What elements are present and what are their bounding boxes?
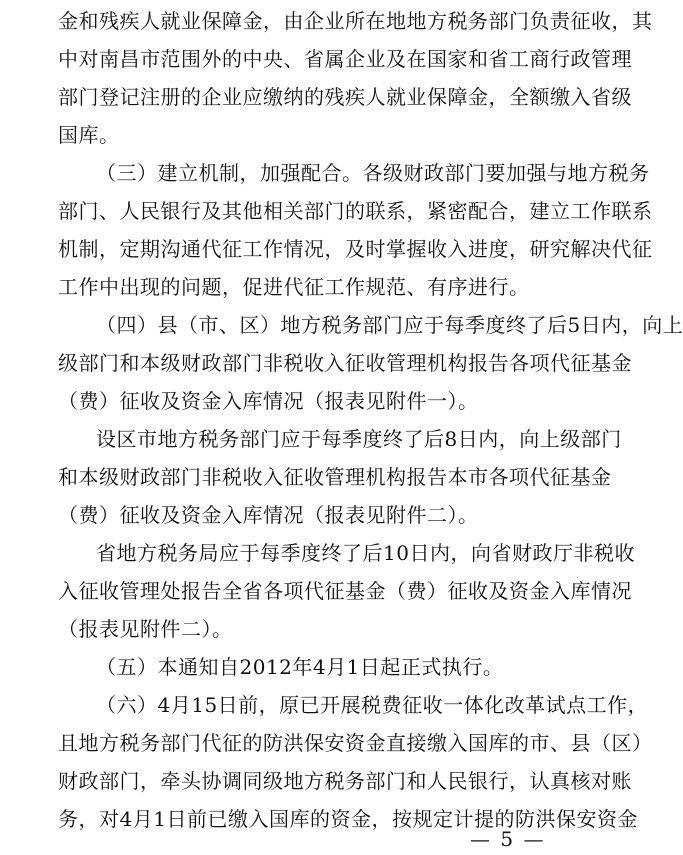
section-six-line-4: 务，对4月1日前已缴入国库的资金，按规定计提的防洪保安资金 (58, 807, 638, 831)
section-three-line-4: 工作中出现的问题，促进代征工作规范、有序进行。 (58, 275, 530, 299)
province-report-line-2: 入征收管理处报告全省各项代征基金（费）征收及资金入库情况 (58, 579, 632, 603)
text-line-3: 部门登记注册的企业应缴纳的残疾人就业保障金，全额缴入省级 (58, 85, 632, 109)
province-report-line-3: （报表见附件二）。 (58, 617, 233, 641)
section-four-line-1: （四）县（市、区）地方税务部门应于每季度终了后5日内，向上 (96, 313, 683, 337)
section-six-line-3: 财政部门，牵头协调同级地方税务部门和人民银行，认真核对账 (58, 769, 632, 793)
section-three-line-1: （三）建立机制，加强配合。各级财政部门要加强与地方税务 (96, 161, 650, 185)
city-report-line-2: 和本级财政部门非税收入征收管理机构报告本市各项代征基金 (58, 465, 612, 489)
section-five-line: （五）本通知自2012年4月1日起正式执行。 (96, 655, 504, 679)
text-line-1: 金和残疾人就业保障金，由企业所在地地方税务部门负责征收，其 (58, 9, 653, 33)
section-three-line-3: 机制，定期沟通代征工作情况，及时掌握收入进度，研究解决代征 (58, 237, 653, 261)
text-line-4: 国库。 (58, 123, 120, 147)
text-line-2: 中对南昌市范围外的中央、省属企业及在国家和省工商行政管理 (58, 47, 632, 71)
province-report-line-1: 省地方税务局应于每季度终了后10日内，向省财政厅非税收 (96, 541, 635, 565)
city-report-line-3: （费）征收及资金入库情况（报表见附件二）。 (58, 503, 479, 527)
section-three-line-2: 部门、人民银行及其他相关部门的联系，紧密配合，建立工作联系 (58, 199, 653, 223)
city-report-line-1: 设区市地方税务部门应于每季度终了后8日内，向上级部门 (96, 427, 622, 451)
section-four-line-3: （费）征收及资金入库情况（报表见附件一）。 (58, 389, 479, 413)
page-number: — 5 — (470, 827, 546, 851)
section-six-line-2: 且地方税务部门代征的防洪保安资金直接缴入国库的市、县（区） (58, 731, 653, 755)
section-six-line-1: （六）4月15日前，原已开展税费征收一体化改革试点工作， (96, 693, 649, 717)
section-four-line-2: 级部门和本级财政部门非税收入征收管理机构报告各项代征基金 (58, 351, 632, 375)
